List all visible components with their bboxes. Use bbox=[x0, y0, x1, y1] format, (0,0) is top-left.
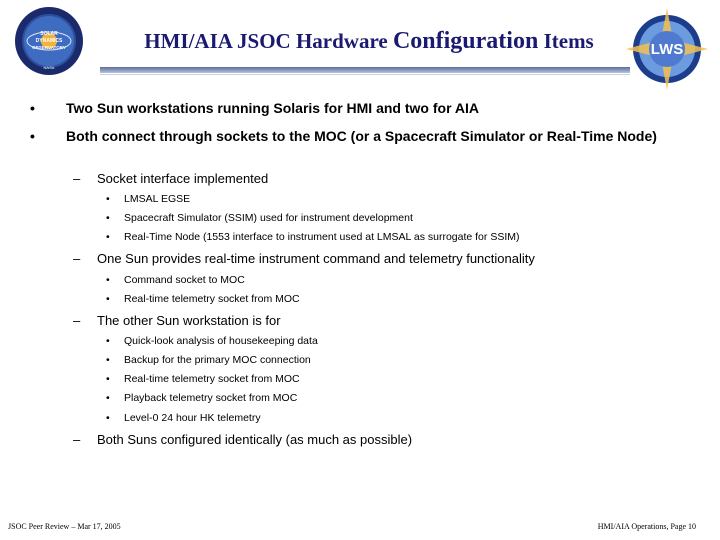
bullet-text: Both connect through sockets to the MOC (or a Spacecraft Simulator or Real-Time Node) bbox=[66, 128, 657, 144]
dash-marker: – bbox=[73, 251, 81, 266]
sub-sub-bullet-text: Level-0 24 hour HK telemetry bbox=[124, 412, 261, 424]
sdo-logo-bottom: NASA bbox=[43, 65, 55, 70]
sub-bullet-text: Both Suns configured identically (as much as possible) bbox=[97, 432, 413, 447]
bullet-text: Two Sun workstations running Solaris for HMI and two for AIA bbox=[66, 100, 479, 116]
sub-sub-bullet-text: Spacecraft Simulator (SSIM) used for instrument development bbox=[124, 212, 413, 224]
bullet-marker: • bbox=[106, 231, 110, 243]
title-rule bbox=[100, 67, 630, 73]
bullet-marker: • bbox=[106, 354, 110, 366]
dash-marker: – bbox=[73, 171, 81, 186]
title-part2: Configuration bbox=[392, 28, 539, 54]
sub-sub-bullet-text: Backup for the primary MOC connection bbox=[124, 354, 311, 366]
sub-sub-bullet-text: Quick-look analysis of housekeeping data bbox=[124, 335, 318, 347]
sdo-logo bbox=[14, 6, 84, 76]
bullet-marker: • bbox=[106, 212, 110, 224]
bullet-marker: • bbox=[106, 274, 110, 286]
footer-right: HMI/AIA Operations, Page 10 bbox=[597, 522, 696, 531]
footer-left: JSOC Peer Review – Mar 17, 2005 bbox=[8, 522, 121, 531]
sub-bullet-text: One Sun provides real-time instrument command and telemetry functionality bbox=[97, 251, 535, 266]
bullet-marker: • bbox=[30, 100, 35, 116]
lws-logo bbox=[622, 4, 712, 94]
lws-logo-text: LWS bbox=[650, 41, 684, 58]
sdo-logo-line3: OBSERVATORY bbox=[32, 45, 66, 50]
slide-title bbox=[104, 28, 634, 55]
bullet-marker: • bbox=[106, 335, 110, 347]
bullet-marker: • bbox=[106, 193, 110, 205]
sub-sub-bullet-text: Command socket to MOC bbox=[124, 274, 245, 286]
sub-sub-bullet-text: Real-time telemetry socket from MOC bbox=[124, 373, 300, 385]
sub-sub-bullet-text: Real-time telemetry socket from MOC bbox=[124, 293, 300, 305]
sub-bullet-text: The other Sun workstation is for bbox=[97, 313, 281, 328]
title-rule-shadow bbox=[100, 74, 630, 75]
sub-sub-bullet-text: Playback telemetry socket from MOC bbox=[124, 392, 298, 404]
bullet-marker: • bbox=[106, 373, 110, 385]
title-part1: HMI/AIA JSOC Hardware bbox=[144, 29, 393, 53]
sdo-logo-line2: DYNAMICS bbox=[35, 38, 63, 44]
sub-bullet-text: Socket interface implemented bbox=[97, 171, 269, 186]
sub-sub-bullet-text: LMSAL EGSE bbox=[124, 193, 191, 205]
dash-marker: – bbox=[73, 313, 81, 328]
bullet-marker: • bbox=[106, 412, 110, 424]
sub-sub-bullet-text: Real-Time Node (1553 interface to instrument used at LMSAL as surrogate for SSIM) bbox=[124, 231, 520, 243]
bullet-marker: • bbox=[106, 392, 110, 404]
title-part3: Items bbox=[538, 29, 594, 53]
bullet-marker: • bbox=[30, 128, 35, 144]
sdo-logo-line1: SOLAR bbox=[40, 31, 58, 37]
dash-marker: – bbox=[73, 432, 81, 447]
bullet-marker: • bbox=[106, 293, 110, 305]
